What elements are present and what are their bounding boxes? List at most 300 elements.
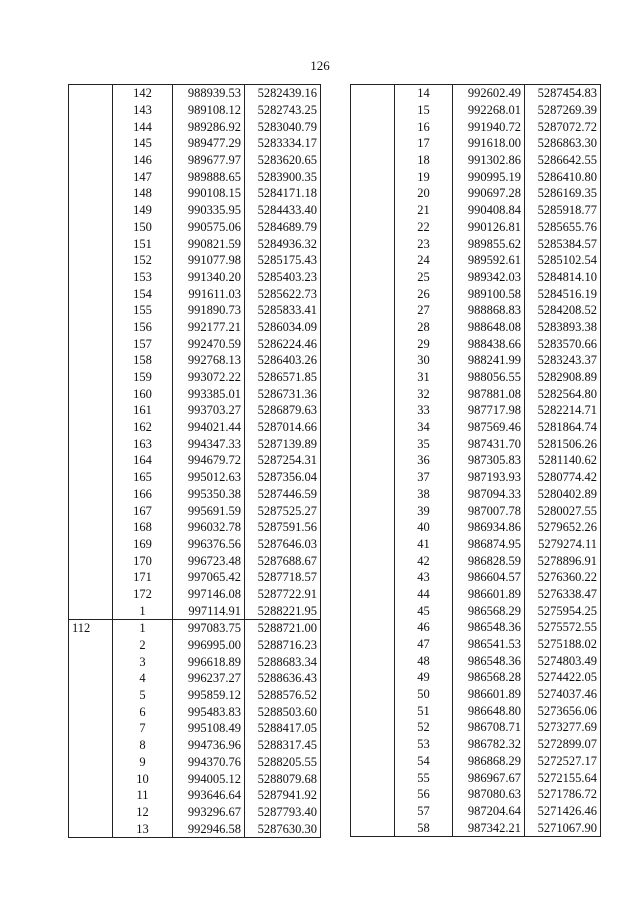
x-coordinate-cell: 991940.72	[453, 118, 525, 135]
table-row	[69, 118, 321, 135]
table-row	[351, 819, 601, 836]
y-coordinate-cell: 5281506.26	[525, 435, 601, 452]
x-coordinate-cell: 986568.28	[453, 669, 525, 686]
x-coordinate-cell: 991077.98	[173, 252, 245, 269]
x-coordinate-cell: 996995.00	[173, 637, 245, 654]
table-row	[351, 302, 601, 319]
x-coordinate-cell: 987305.83	[453, 452, 525, 469]
table-row	[351, 519, 601, 536]
x-coordinate-cell: 995108.49	[173, 720, 245, 737]
table-row	[351, 419, 601, 436]
point-number-cell: 145	[133, 136, 152, 151]
y-coordinate-cell: 5275572.55	[525, 619, 601, 636]
x-coordinate-cell: 996032.78	[173, 519, 245, 536]
table-row	[69, 452, 321, 469]
x-coordinate-cell: 995483.83	[173, 703, 245, 720]
x-coordinate-cell: 990126.81	[453, 219, 525, 236]
x-coordinate-cell: 987881.08	[453, 385, 525, 402]
x-coordinate-cell: 993646.64	[173, 787, 245, 804]
parcel-number-cell	[351, 319, 395, 336]
table-row	[351, 569, 601, 586]
y-coordinate-cell: 5275954.25	[525, 602, 601, 619]
y-coordinate-cell: 5286571.85	[245, 369, 321, 386]
parcel-number-cell	[69, 135, 113, 152]
table-row	[351, 118, 601, 135]
y-coordinate-cell: 5273656.06	[525, 702, 601, 719]
y-coordinate-cell: 5288205.55	[245, 754, 321, 771]
x-coordinate-cell: 986967.67	[453, 769, 525, 786]
y-coordinate-cell: 5287254.31	[245, 452, 321, 469]
parcel-number-cell	[69, 435, 113, 452]
parcel-number-cell	[351, 385, 395, 402]
table-row	[351, 736, 601, 753]
point-number-cell: 45	[417, 603, 430, 618]
point-number-cell: 25	[417, 269, 430, 284]
point-number-cell: 151	[133, 236, 152, 251]
point-number-cell: 144	[133, 119, 152, 134]
table-row	[351, 702, 601, 719]
x-coordinate-cell: 988648.08	[453, 319, 525, 336]
parcel-number-cell	[69, 586, 113, 603]
x-coordinate-cell: 988939.53	[173, 85, 245, 102]
table-row	[69, 637, 321, 654]
parcel-number-cell	[351, 352, 395, 369]
parcel-number-cell	[351, 536, 395, 553]
x-coordinate-cell: 991340.20	[173, 269, 245, 286]
table-row	[69, 552, 321, 569]
y-coordinate-cell: 5286034.09	[245, 319, 321, 336]
x-coordinate-cell: 996376.56	[173, 536, 245, 553]
table-row	[351, 269, 601, 286]
x-coordinate-cell: 987717.98	[453, 402, 525, 419]
y-coordinate-cell: 5288503.60	[245, 703, 321, 720]
table-row	[69, 804, 321, 821]
x-coordinate-cell: 997146.08	[173, 586, 245, 603]
y-coordinate-cell: 5285918.77	[525, 202, 601, 219]
y-coordinate-cell: 5283570.66	[525, 335, 601, 352]
table-row	[351, 753, 601, 770]
x-coordinate-cell: 988241.99	[453, 352, 525, 369]
table-row	[351, 152, 601, 169]
y-coordinate-cell: 5275188.02	[525, 636, 601, 653]
table-row	[69, 319, 321, 336]
parcel-number-cell	[69, 637, 113, 654]
y-coordinate-cell: 5284936.32	[245, 235, 321, 252]
point-number-cell: 50	[417, 687, 430, 702]
parcel-number-cell	[351, 619, 395, 636]
x-coordinate-cell: 986568.29	[453, 602, 525, 619]
y-coordinate-cell: 5286731.36	[245, 385, 321, 402]
parcel-number-cell	[351, 719, 395, 736]
point-number-cell: 155	[133, 303, 152, 318]
y-coordinate-cell: 5286169.35	[525, 185, 601, 202]
x-coordinate-cell: 989477.29	[173, 135, 245, 152]
point-number-cell: 48	[417, 653, 430, 668]
y-coordinate-cell: 5283040.79	[245, 118, 321, 135]
parcel-number-cell	[351, 185, 395, 202]
point-number-cell: 18	[417, 153, 430, 168]
x-coordinate-cell: 994005.12	[173, 770, 245, 787]
parcel-number-cell	[351, 118, 395, 135]
x-coordinate-cell: 986708.71	[453, 719, 525, 736]
point-number-cell: 55	[417, 770, 430, 785]
point-number-cell: 150	[133, 219, 152, 234]
table-row	[69, 302, 321, 319]
point-number-cell: 166	[133, 486, 152, 501]
y-coordinate-cell: 5287446.59	[245, 486, 321, 503]
y-coordinate-cell: 5287014.66	[245, 419, 321, 436]
parcel-number-cell	[69, 737, 113, 754]
y-coordinate-cell: 5284171.18	[245, 185, 321, 202]
x-coordinate-cell: 989108.12	[173, 102, 245, 119]
y-coordinate-cell: 5281864.74	[525, 419, 601, 436]
table-row	[69, 770, 321, 787]
point-number-cell: 26	[417, 286, 430, 301]
point-number-cell: 52	[417, 720, 430, 735]
parcel-number-cell	[351, 252, 395, 269]
y-coordinate-cell: 5286403.26	[245, 352, 321, 369]
point-number-cell: 58	[395, 819, 453, 836]
table-row	[351, 352, 601, 369]
table-row	[69, 602, 321, 619]
x-coordinate-cell: 991890.73	[173, 302, 245, 319]
parcel-number-cell	[351, 202, 395, 219]
point-number-cell: 159	[133, 370, 152, 385]
coordinate-table-right	[350, 84, 601, 837]
y-coordinate-cell: 5288317.45	[245, 737, 321, 754]
x-coordinate-cell: 996237.27	[173, 670, 245, 687]
point-number-cell: 46	[417, 620, 430, 635]
point-number-cell: 2	[139, 638, 146, 653]
parcel-number-cell	[351, 285, 395, 302]
table-row	[69, 152, 321, 169]
x-coordinate-cell: 991302.86	[453, 152, 525, 169]
y-coordinate-cell: 5287941.92	[245, 787, 321, 804]
x-coordinate-cell: 986874.95	[453, 536, 525, 553]
y-coordinate-cell: 5272155.64	[525, 769, 601, 786]
coordinate-table-left-body	[69, 85, 321, 838]
point-number-cell: 23	[417, 236, 430, 251]
y-coordinate-cell: 5282564.80	[525, 385, 601, 402]
y-coordinate-cell: 5287718.57	[245, 569, 321, 586]
point-number-cell: 152	[133, 253, 152, 268]
point-number-cell: 32	[417, 386, 430, 401]
y-coordinate-cell: 5286224.46	[245, 335, 321, 352]
point-number-cell: 19	[417, 169, 430, 184]
table-row	[69, 754, 321, 771]
parcel-number-cell	[351, 335, 395, 352]
table-row	[69, 235, 321, 252]
parcel-number-cell	[69, 269, 113, 286]
parcel-number-cell	[351, 569, 395, 586]
x-coordinate-cell: 990108.15	[173, 185, 245, 202]
y-coordinate-cell: 5287139.89	[245, 435, 321, 452]
x-coordinate-cell: 996618.89	[173, 653, 245, 670]
parcel-number-cell	[351, 602, 395, 619]
table-row	[351, 319, 601, 336]
table-row	[351, 369, 601, 386]
x-coordinate-cell: 989342.03	[453, 269, 525, 286]
table-row	[69, 385, 321, 402]
x-coordinate-cell: 997114.91	[173, 602, 245, 619]
x-coordinate-cell: 993072.22	[173, 369, 245, 386]
parcel-number-cell	[69, 486, 113, 503]
parcel-number-cell	[351, 502, 395, 519]
x-coordinate-cell: 987193.93	[453, 469, 525, 486]
table-row	[351, 285, 601, 302]
x-coordinate-cell: 986648.80	[453, 702, 525, 719]
point-number-cell: 171	[133, 570, 152, 585]
x-coordinate-cell: 986934.86	[453, 519, 525, 536]
parcel-number-cell	[351, 636, 395, 653]
parcel-number-cell	[351, 219, 395, 236]
x-coordinate-cell: 987431.70	[453, 435, 525, 452]
y-coordinate-cell: 5284689.79	[245, 219, 321, 236]
table-row	[351, 185, 601, 202]
parcel-number-cell	[69, 536, 113, 553]
parcel-number-cell	[69, 670, 113, 687]
parcel-number-cell	[69, 152, 113, 169]
point-number-cell: 153	[133, 269, 152, 284]
parcel-number-cell	[351, 486, 395, 503]
table-row	[69, 269, 321, 286]
parcel-number-cell	[69, 519, 113, 536]
point-number-cell: 163	[133, 436, 152, 451]
point-number-cell: 149	[133, 203, 152, 218]
parcel-number-cell	[351, 235, 395, 252]
x-coordinate-cell: 992470.59	[173, 335, 245, 352]
y-coordinate-cell: 5282439.16	[245, 85, 321, 102]
y-coordinate-cell: 5288079.68	[245, 770, 321, 787]
x-coordinate-cell: 994370.76	[173, 754, 245, 771]
point-number-cell: 44	[417, 586, 430, 601]
point-number-cell: 4	[139, 671, 146, 686]
parcel-number-cell	[69, 335, 113, 352]
parcel-number-cell	[69, 118, 113, 135]
point-number-cell: 161	[133, 403, 152, 418]
y-coordinate-cell: 5285102.54	[525, 252, 601, 269]
y-coordinate-cell: 5283900.35	[245, 168, 321, 185]
table-row	[351, 168, 601, 185]
x-coordinate-cell: 988056.55	[453, 369, 525, 386]
table-row	[69, 620, 321, 637]
table-row	[351, 202, 601, 219]
parcel-number-cell	[69, 385, 113, 402]
table-row	[351, 335, 601, 352]
y-coordinate-cell: 5283620.65	[245, 152, 321, 169]
point-number-cell: 54	[417, 753, 430, 768]
point-number-cell: 36	[417, 453, 430, 468]
parcel-number-cell	[351, 469, 395, 486]
y-coordinate-cell: 5280402.89	[525, 486, 601, 503]
y-coordinate-cell: 5280774.42	[525, 469, 601, 486]
table-row	[351, 452, 601, 469]
point-number-cell: 13	[113, 820, 173, 837]
table-row	[69, 219, 321, 236]
parcel-number-cell	[351, 736, 395, 753]
table-row	[69, 670, 321, 687]
point-number-cell: 8	[139, 738, 146, 753]
parcel-number-cell	[69, 202, 113, 219]
x-coordinate-cell: 989888.65	[173, 168, 245, 185]
table-row	[351, 385, 601, 402]
table-row	[69, 285, 321, 302]
x-coordinate-cell: 991618.00	[453, 135, 525, 152]
y-coordinate-cell: 5281140.62	[525, 452, 601, 469]
table-row	[69, 352, 321, 369]
x-coordinate-cell: 993385.01	[173, 385, 245, 402]
point-number-cell: 165	[133, 470, 152, 485]
y-coordinate-cell: 5287688.67	[245, 552, 321, 569]
y-coordinate-cell: 5273277.69	[525, 719, 601, 736]
x-coordinate-cell: 990697.28	[453, 185, 525, 202]
point-number-cell: 27	[417, 303, 430, 318]
page-number: 126	[310, 58, 330, 73]
table-row	[351, 536, 601, 553]
x-coordinate-cell: 987080.63	[453, 786, 525, 803]
table-row	[69, 502, 321, 519]
y-coordinate-cell: 5285622.73	[245, 285, 321, 302]
point-number-cell: 168	[133, 520, 152, 535]
table-row	[351, 686, 601, 703]
y-coordinate-cell: 5288716.23	[245, 637, 321, 654]
y-coordinate-cell: 5282908.89	[525, 369, 601, 386]
x-coordinate-cell: 989286.92	[173, 118, 245, 135]
table-row	[69, 536, 321, 553]
y-coordinate-cell: 5288721.00	[245, 620, 321, 637]
y-coordinate-cell: 5271426.46	[525, 803, 601, 820]
parcel-number-cell	[351, 102, 395, 119]
table-row	[69, 102, 321, 119]
y-coordinate-cell: 5274037.46	[525, 686, 601, 703]
table-row	[69, 787, 321, 804]
table-row	[351, 552, 601, 569]
table-row	[351, 669, 601, 686]
point-number-cell: 142	[113, 85, 173, 102]
parcel-number-cell	[351, 435, 395, 452]
point-number-cell: 12	[136, 804, 149, 819]
table-row	[69, 820, 321, 837]
parcel-number-cell	[69, 419, 113, 436]
parcel-number-cell	[351, 85, 395, 102]
parcel-number-cell	[351, 669, 395, 686]
y-coordinate-cell: 5283334.17	[245, 135, 321, 152]
y-coordinate-cell: 5285384.57	[525, 235, 601, 252]
parcel-number-cell	[69, 804, 113, 821]
parcel-number-cell	[351, 519, 395, 536]
parcel-number-cell	[69, 770, 113, 787]
parcel-number-cell	[351, 452, 395, 469]
x-coordinate-cell: 986548.36	[453, 652, 525, 669]
table-row	[69, 435, 321, 452]
table-row	[351, 435, 601, 452]
parcel-number-cell	[351, 819, 395, 836]
coordinate-table-right-body	[351, 85, 601, 837]
point-number-cell: 164	[133, 453, 152, 468]
parcel-number-cell	[69, 653, 113, 670]
x-coordinate-cell: 991611.03	[173, 285, 245, 302]
y-coordinate-cell: 5287630.30	[245, 820, 321, 837]
parcel-number-cell	[69, 352, 113, 369]
x-coordinate-cell: 986604.57	[453, 569, 525, 586]
x-coordinate-cell: 994736.96	[173, 737, 245, 754]
x-coordinate-cell: 990408.84	[453, 202, 525, 219]
y-coordinate-cell: 5287722.91	[245, 586, 321, 603]
x-coordinate-cell: 995350.38	[173, 486, 245, 503]
x-coordinate-cell: 995859.12	[173, 687, 245, 704]
point-number-cell: 37	[417, 470, 430, 485]
y-coordinate-cell: 5274803.49	[525, 652, 601, 669]
x-coordinate-cell: 997065.42	[173, 569, 245, 586]
table-row	[69, 653, 321, 670]
x-coordinate-cell: 994021.44	[173, 419, 245, 436]
point-number-cell: 158	[133, 353, 152, 368]
x-coordinate-cell: 996723.48	[173, 552, 245, 569]
parcel-number-cell	[69, 369, 113, 386]
y-coordinate-cell: 5287454.83	[525, 85, 601, 102]
parcel-number-cell	[69, 85, 113, 102]
point-number-cell: 42	[417, 553, 430, 568]
table-row	[351, 636, 601, 653]
point-number-cell: 1	[139, 603, 146, 618]
x-coordinate-cell: 986601.89	[453, 586, 525, 603]
parcel-number-cell	[351, 586, 395, 603]
x-coordinate-cell: 986541.53	[453, 636, 525, 653]
x-coordinate-cell: 992768.13	[173, 352, 245, 369]
y-coordinate-cell: 5286863.30	[525, 135, 601, 152]
point-number-cell: 22	[417, 219, 430, 234]
parcel-number-cell	[69, 185, 113, 202]
parcel-number-cell	[351, 753, 395, 770]
parcel-number-cell	[69, 552, 113, 569]
parcel-number-cell	[351, 702, 395, 719]
table-row	[351, 85, 601, 102]
parcel-number-cell	[351, 269, 395, 286]
parcel-number-cell	[69, 720, 113, 737]
x-coordinate-cell: 997083.75	[173, 620, 245, 637]
point-number-cell: 162	[133, 420, 152, 435]
point-number-cell: 39	[417, 503, 430, 518]
point-number-cell: 9	[139, 754, 146, 769]
table-row	[69, 335, 321, 352]
parcel-number-cell	[69, 754, 113, 771]
coordinate-table-left	[68, 84, 321, 838]
table-row	[69, 135, 321, 152]
y-coordinate-cell: 5287646.03	[245, 536, 321, 553]
point-number-cell: 21	[417, 203, 430, 218]
y-coordinate-cell: 5279274.11	[525, 536, 601, 553]
x-coordinate-cell: 990575.06	[173, 219, 245, 236]
y-coordinate-cell: 5280027.55	[525, 502, 601, 519]
point-number-cell: 156	[133, 319, 152, 334]
point-number-cell: 33	[417, 403, 430, 418]
table-row	[69, 586, 321, 603]
y-coordinate-cell: 5272899.07	[525, 736, 601, 753]
table-row	[351, 219, 601, 236]
parcel-number-cell	[69, 502, 113, 519]
y-coordinate-cell: 5272527.17	[525, 753, 601, 770]
parcel-number-cell	[69, 452, 113, 469]
y-coordinate-cell: 5271067.90	[525, 819, 601, 836]
point-number-cell: 169	[133, 536, 152, 551]
parcel-number-cell	[69, 703, 113, 720]
parcel-number-cell	[69, 285, 113, 302]
point-number-cell: 170	[133, 553, 152, 568]
table-row	[351, 486, 601, 503]
y-coordinate-cell: 5276338.47	[525, 586, 601, 603]
table-row	[69, 85, 321, 102]
table-row	[351, 719, 601, 736]
